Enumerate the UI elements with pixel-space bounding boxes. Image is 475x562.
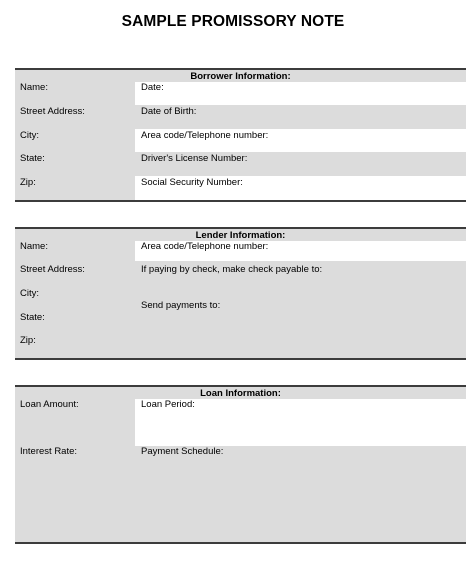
borrower-zip-label: Zip: [20, 177, 36, 188]
lender-zip-label: Zip: [20, 335, 36, 346]
loan-section-title: Loan Information: [200, 388, 281, 399]
borrower-license-label: Driver's License Number: [141, 153, 248, 164]
borrower-street-label: Street Address: [20, 106, 85, 117]
lender-street-label: Street Address: [20, 264, 85, 275]
borrower-date-field[interactable] [135, 82, 466, 105]
payment-schedule-label: Payment Schedule: [141, 446, 224, 457]
borrower-ssn-label: Social Security Number: [141, 177, 243, 188]
interest-rate-label: Interest Rate: [20, 446, 78, 457]
borrower-date-label: Date: [141, 82, 164, 93]
borrower-city-label: City: [20, 130, 39, 141]
page-title: SAMPLE PROMISSORY NOTE [121, 13, 345, 30]
lender-section-title: Lender Information: [195, 230, 286, 241]
lender-city-label: City: [20, 288, 39, 299]
lender-section [15, 227, 466, 360]
lender-send-payments-label: Send payments to: [141, 300, 221, 311]
borrower-dob-label: Date of Birth: [141, 106, 197, 117]
loan-amount-label: Loan Amount: [20, 399, 79, 410]
lender-payable-label: If paying by check, make check payable to: [141, 264, 323, 275]
lender-state-label: State: [20, 312, 45, 323]
borrower-state-label: State: [20, 153, 45, 164]
borrower-phone-label: Area code/Telephone number: [141, 130, 269, 141]
lender-name-label: Name: [20, 241, 48, 252]
loan-section [15, 385, 466, 544]
borrower-section [15, 68, 466, 202]
borrower-name-label: Name: [20, 82, 48, 93]
lender-phone-label: Area code/Telephone number: [141, 241, 269, 252]
loan-period-label: Loan Period: [141, 399, 195, 410]
borrower-section-title: Borrower Information: [190, 71, 291, 82]
